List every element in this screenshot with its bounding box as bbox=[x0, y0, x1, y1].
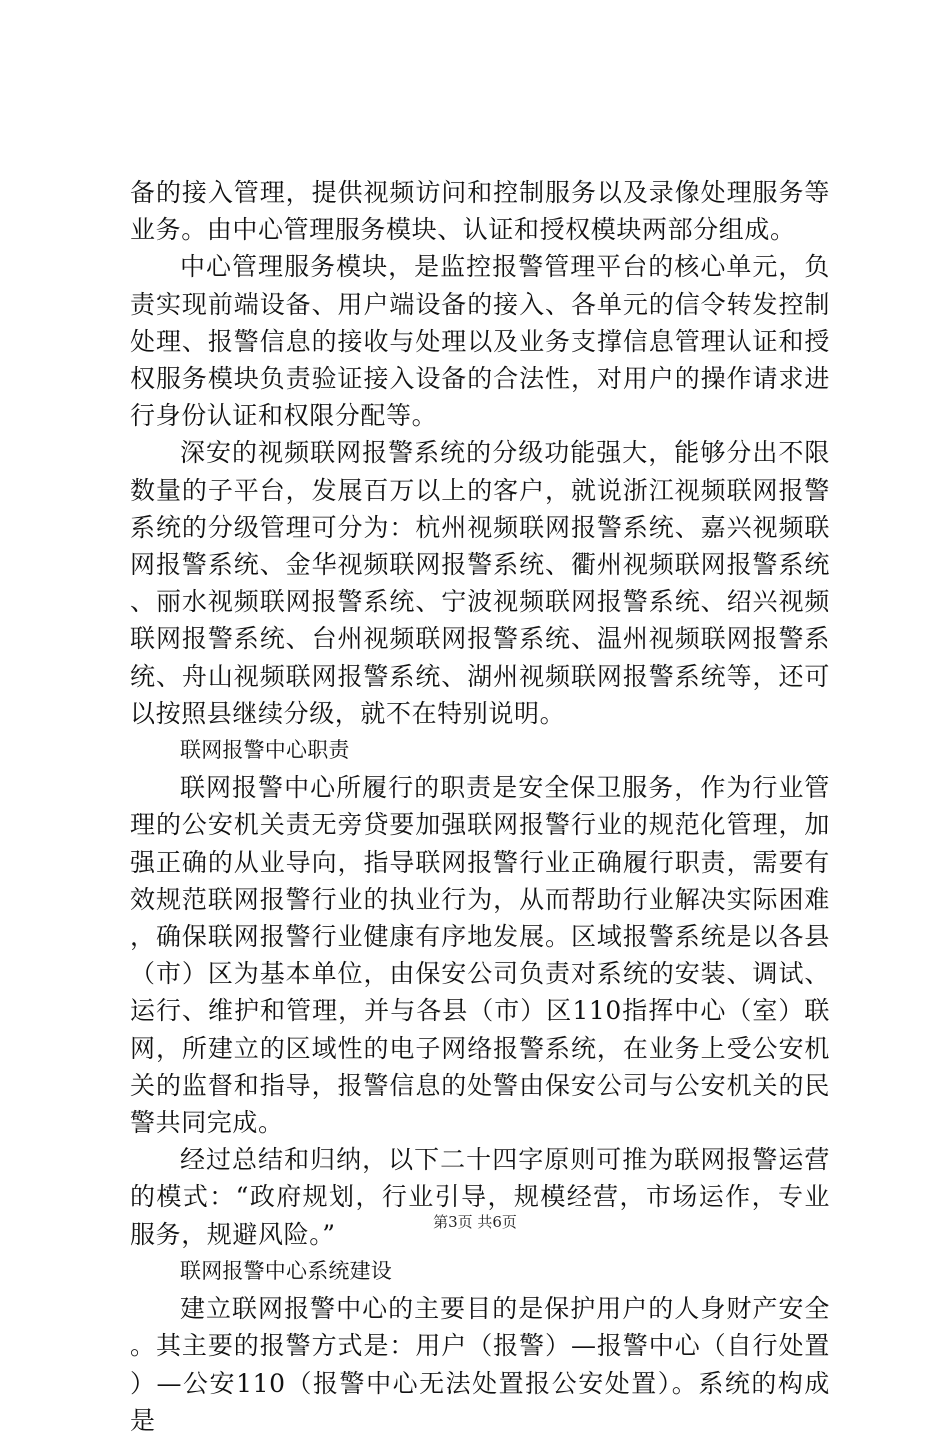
document-body bbox=[130, 174, 830, 1439]
paragraph-continuation: 备的接入管理，提供视频访问和控制服务以及录像处理服务等业务。由中心管理服务模块、认证和授权模块两部分组成。 bbox=[130, 178, 830, 245]
section-heading-responsibilities: 联网报警中心职责 bbox=[180, 738, 350, 763]
paragraph-hierarchy: 深安的视频联网报警系统的分级功能强大，能够分出不限数量的子平台，发展百万以上的客户，就说浙江视频联网报警系统的分级管理可分为：杭州视频联网报警系统、嘉兴视频联网报警系统、金华视频联网报警系统、衢州视频联网报警系统、丽水视频联网报警系统、宁波视频联网报警系统、绍兴视频联网报警系统、台州视频联网报警系统、温州视频联网报警系统、舟山视频联网报警系统、湖州视频联网报警系统等，还可以按照县继续分级，就不在特别说明。 bbox=[130, 438, 830, 728]
paragraph-operating-model: 经过总结和归纳，以下二十四字原则可推为联网报警运营的模式：“政府规划，行业引导，规模经营，市场运作，专业服务，规避风险。” bbox=[130, 1145, 830, 1249]
section-heading-system-construction: 联网报警中心系统建设 bbox=[180, 1258, 392, 1283]
paragraph-system-construction: 建立联网报警中心的主要目的是保护用户的人身财产安全。其主要的报警方式是：用户（报警）—报警中心（自行处置）—公安110（报警中心无法处置报公安处置）。系统的构成是 bbox=[130, 1294, 830, 1435]
paragraph-responsibilities: 联网报警中心所履行的职责是安全保卫服务，作为行业管理的公安机关责无旁贷要加强联网报警行业的规范化管理，加强正确的从业导向，指导联网报警行业正确履行职责，需要有效规范联网报警行业的执业行为，从而帮助行业解决实际困难，确保联网报警行业健康有序地发展。区域报警系统是以各县（市）区为基本单位，由保安公司负责对系统的安装、调试、运行、维护和管理，并与各县（市）区110指挥中心（室）联网，所建立的区域性的电子网络报警系统，在业务上受公安机关的监督和指导，报警信息的处警由保安公司与公安机关的民警共同完成。 bbox=[130, 773, 830, 1138]
page-footer: 第3页 共6页 bbox=[433, 1213, 517, 1231]
paragraph-central-management: 中心管理服务模块，是监控报警管理平台的核心单元，负责实现前端设备、用户端设备的接入、各单元的信令转发控制处理、报警信息的接收与处理以及业务支撑信息管理认证和授权服务模块负责验证接入设备的合法性，对用户的操作请求进行身份认证和权限分配等。 bbox=[130, 252, 830, 431]
